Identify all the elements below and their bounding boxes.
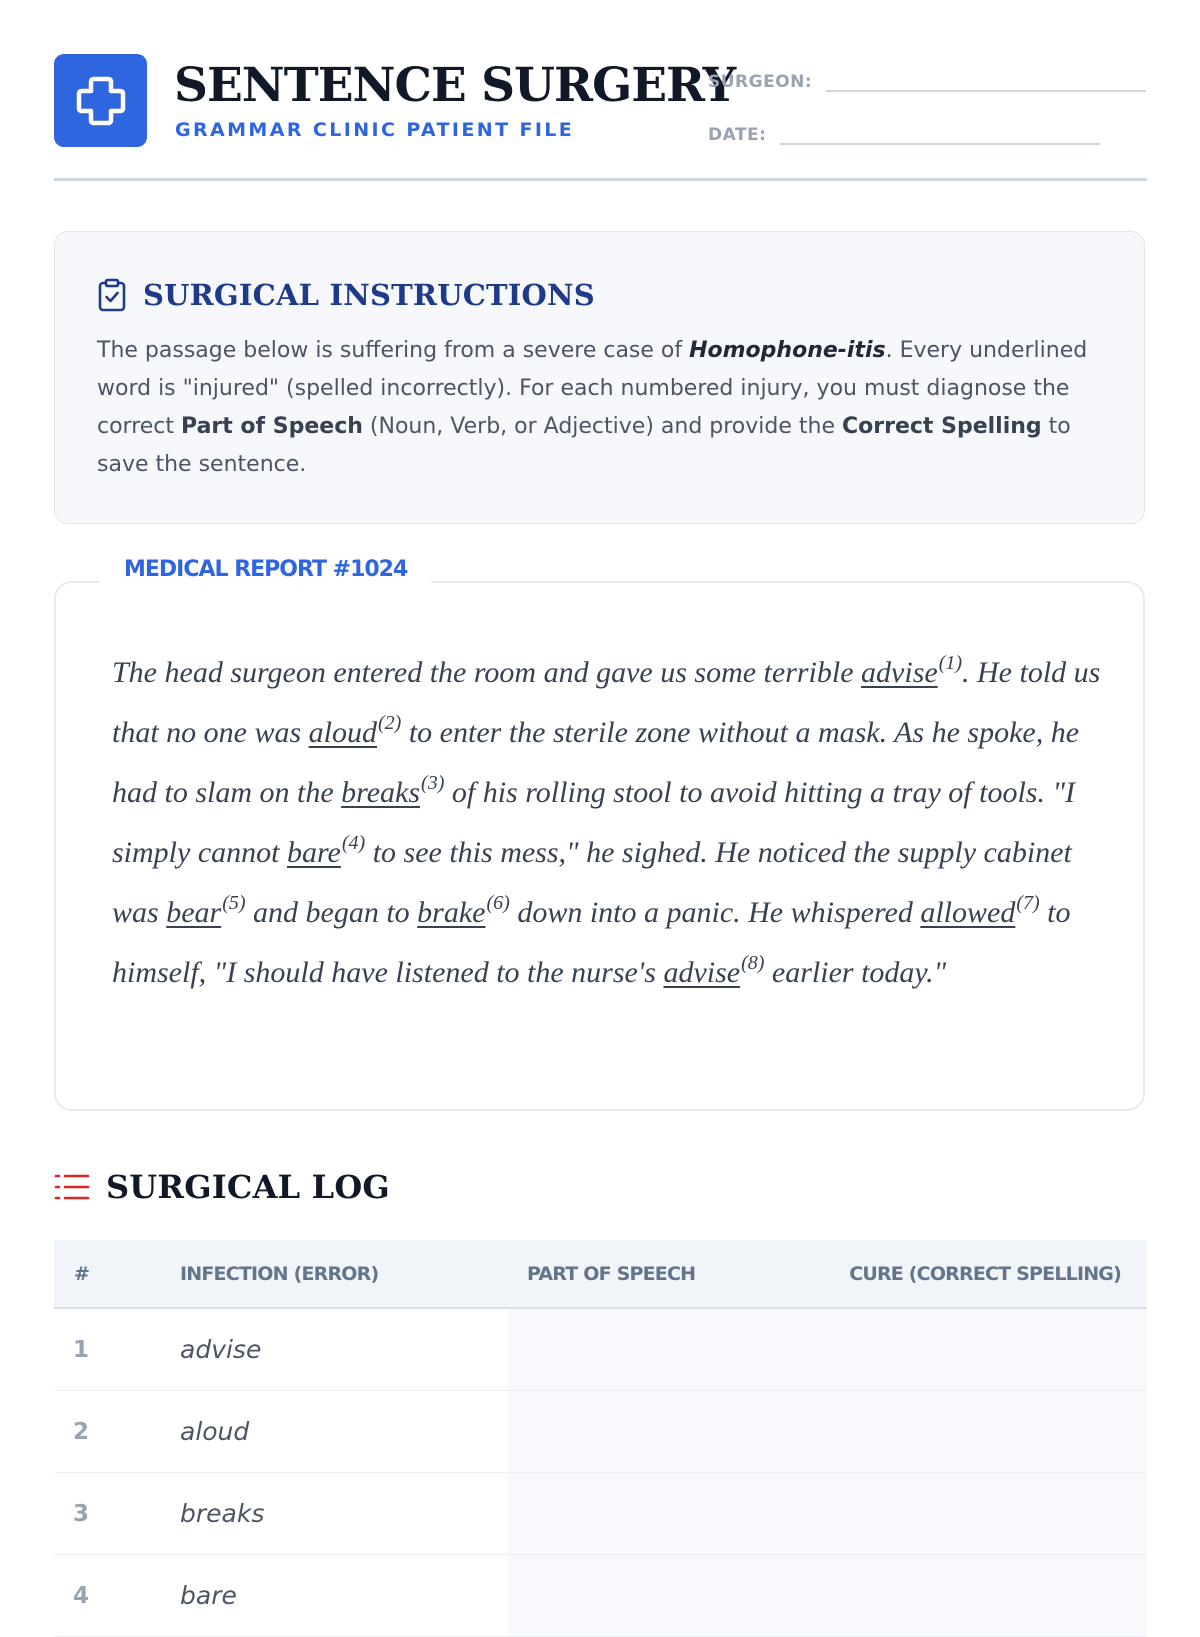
date-field-row — [708, 115, 1100, 145]
injured-word-3: breaks — [341, 776, 421, 809]
term-homophone-itis: Homophone-itis — [689, 338, 886, 363]
injury-number-2: (2) — [378, 712, 402, 734]
surgeon-field-row — [708, 62, 1146, 92]
part-of-speech-cell[interactable] — [508, 1391, 820, 1473]
column-header-number: # — [54, 1240, 172, 1308]
infection-word: breaks — [172, 1473, 508, 1555]
infection-word: advise — [172, 1308, 508, 1391]
injury-number-8: (8) — [741, 952, 765, 974]
worksheet-page — [54, 0, 1147, 1610]
part-of-speech-cell[interactable] — [508, 1555, 820, 1637]
row-number: 3 — [54, 1473, 172, 1555]
list-icon — [54, 1172, 90, 1202]
instructions-title: SURGICAL INSTRUCTIONS — [143, 278, 595, 312]
infection-word: bare — [172, 1555, 508, 1637]
page-header — [54, 0, 1147, 181]
report-legend: MEDICAL REPORT #1024 — [100, 555, 431, 585]
part-of-speech-cell[interactable] — [508, 1473, 820, 1555]
injury-number-6: (6) — [486, 892, 510, 914]
row-number: 4 — [54, 1555, 172, 1637]
table-row — [54, 1391, 1147, 1473]
surgical-log-header — [54, 1168, 390, 1206]
page-subtitle: GRAMMAR CLINIC PATIENT FILE — [175, 119, 575, 141]
cure-cell[interactable] — [820, 1391, 1147, 1473]
injury-number-1: (1) — [938, 652, 963, 674]
cure-cell[interactable] — [820, 1308, 1147, 1391]
date-label: DATE: — [708, 125, 767, 145]
column-header-part-of-speech: PART OF SPEECH — [508, 1240, 820, 1308]
injured-word-4: bare — [286, 836, 341, 869]
part-of-speech-cell[interactable] — [508, 1308, 820, 1391]
table-row — [54, 1308, 1147, 1391]
surgeon-label: SURGEON: — [708, 72, 813, 92]
surgical-log-table — [54, 1240, 1147, 1637]
cure-cell[interactable] — [820, 1555, 1147, 1637]
row-number: 2 — [54, 1391, 172, 1473]
injured-word-2: aloud — [308, 716, 378, 749]
injury-number-7: (7) — [1016, 892, 1040, 914]
table-row — [54, 1555, 1147, 1637]
medical-cross-icon — [75, 75, 127, 127]
injured-word-7: allowed — [920, 896, 1016, 929]
infection-word: aloud — [172, 1391, 508, 1473]
date-field[interactable] — [780, 115, 1100, 145]
surgeon-field[interactable] — [826, 62, 1146, 92]
injury-number-3: (3) — [421, 772, 445, 794]
table-row — [54, 1473, 1147, 1555]
page-title: SENTENCE SURGERY — [174, 58, 736, 113]
injured-word-6: brake — [417, 896, 486, 929]
column-header-infection: INFECTION (ERROR) — [172, 1240, 508, 1308]
injured-word-1: advise — [861, 656, 938, 689]
logo-badge — [54, 54, 147, 147]
column-header-cure: CURE (CORRECT SPELLING) — [820, 1240, 1147, 1308]
table-header-row — [54, 1240, 1147, 1308]
injury-number-5: (5) — [222, 892, 246, 914]
cure-cell[interactable] — [820, 1473, 1147, 1555]
surgical-log-title: SURGICAL LOG — [106, 1168, 390, 1206]
injury-number-4: (4) — [341, 832, 366, 854]
row-number: 1 — [54, 1308, 172, 1391]
medical-report-box — [54, 557, 1145, 1111]
instructions-text: The passage below is suffering from a severe case of Homophone-itis. Every underlined word is "injured" (spelled incorrectly). For each numbered injury, you must diagnose the correct Part of Speech (Noun, Verb, or Adjective) and provide the Correct Spelling to save the sentence. — [97, 338, 1088, 477]
injured-word-8: advise — [663, 956, 741, 989]
instructions-panel — [54, 231, 1145, 524]
instructions-header — [97, 278, 595, 312]
report-passage: The head surgeon entered the room and gave us some terrible advise$^{(1)}$. He told us that no one was aloud$^{(2)}$ to enter the sterile zone without a mask. As he spoke, he had to slam on the breaks$^{(3)}$ of his rolling stool to avoid hitting a tray of tools. "I simply cannot bare$^{(4)}$ to see this mess," he sighed. He noticed the supply cabinet was bear$^{(5)}$ and began to brake$^{(6)}$ down into a panic. He whispered allowed$^{(7)}$ to himself, "I should have listened to the nurse's advise$^{(8)}$ earlier today." — [112, 652, 1101, 989]
clipboard-check-icon — [97, 278, 127, 312]
injured-word-5: bear — [166, 896, 222, 929]
